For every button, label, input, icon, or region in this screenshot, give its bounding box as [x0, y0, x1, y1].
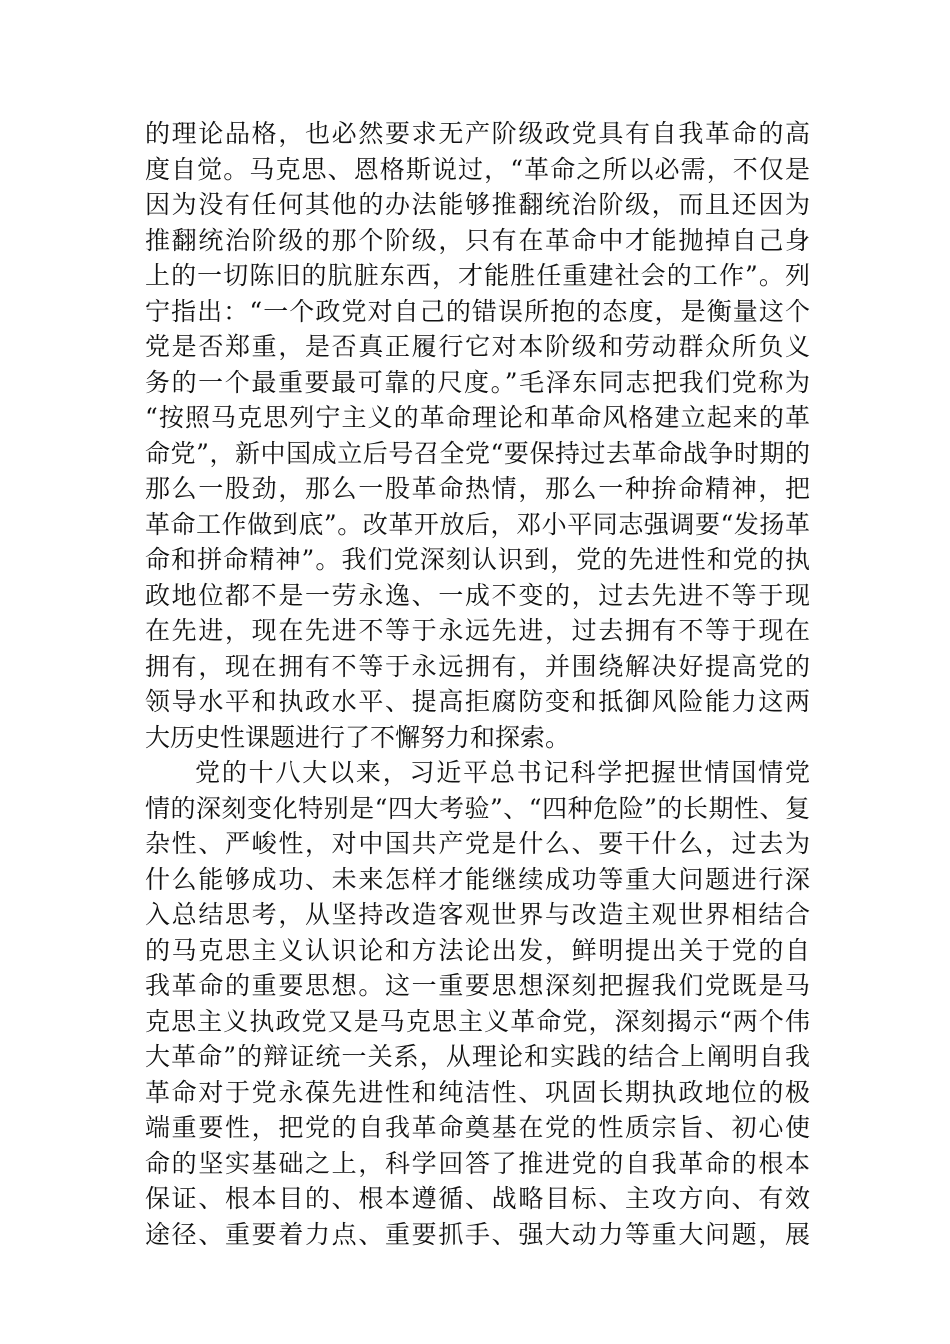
text-line: 保证、根本目的、根本遵循、战略目标、主攻方向、有效: [145, 1184, 810, 1213]
text-line: 的理论品格，也必然要求无产阶级政党具有自我革命的高: [145, 119, 810, 148]
text-line: “按照马克思列宁主义的革命理论和革命风格建立起来的革: [145, 403, 810, 432]
text-line: 情的深刻变化特别是“四大考验”、“四种危险”的长期性、复: [145, 793, 810, 823]
text-line: 的马克思主义认识论和方法论出发，鲜明提出关于党的自: [145, 935, 810, 965]
text-line: 途径、重要着力点、重要抓手、强大动力等重大问题，展: [145, 1219, 810, 1249]
text-line: 入总结思考，从坚持改造客观世界与改造主观世界相结合: [145, 900, 810, 929]
body-text: [145, 116, 810, 1252]
text-line: 大革命”的辩证统一关系，从理论和实践的结合上阐明自我: [145, 1042, 810, 1071]
text-line: 那么一股劲，那么一股革命热情，那么一种拚命精神，把: [145, 474, 810, 503]
text-line: 务的一个最重要最可靠的尺度。”毛泽东同志把我们党称为: [145, 367, 810, 397]
text-line: 革命工作做到底”。改革开放后，邓小平同志强调要“发扬革: [145, 509, 810, 539]
text-line: 党的十八大以来，习近平总书记科学把握世情国情党: [195, 758, 810, 787]
text-line: 命党”，新中国成立后号召全党“要保持过去革命战争时期的: [145, 438, 810, 468]
text-line: 宁指出：“一个政党对自己的错误所抱的态度，是衡量这个: [145, 296, 810, 326]
text-line: 杂性、严峻性，对中国共产党是什么、要干什么，过去为: [145, 829, 810, 858]
text-line: 命的坚实基础之上，科学回答了推进党的自我革命的根本: [145, 1148, 810, 1178]
text-line: 克思主义执政党又是马克思主义革命党，深刻揭示“两个伟: [145, 1006, 810, 1036]
text-line: 上的一切陈旧的肮脏东西，才能胜任重建社会的工作”。列: [145, 261, 810, 290]
text-line: 政地位都不是一劳永逸、一成不变的，过去先进不等于现: [145, 580, 810, 610]
text-line: 革命对于党永葆先进性和纯洁性、巩固长期执政地位的极: [145, 1077, 810, 1107]
paragraph-1: [145, 116, 810, 755]
text-line: 命和拼命精神”。我们党深刻认识到，党的先进性和党的执: [145, 545, 810, 574]
text-line: 大历史性课题进行了不懈努力和探索。: [145, 722, 571, 752]
text-line: 因为没有任何其他的办法能够推翻统治阶级，而且还因为: [145, 190, 810, 219]
text-line: 我革命的重要思想。这一重要思想深刻把握我们党既是马: [145, 971, 810, 1000]
text-line: 度自觉。马克思、恩格斯说过，“革命之所以必需，不仅是: [145, 154, 810, 184]
text-line: 拥有，现在拥有不等于永远拥有，并围绕解决好提高党的: [145, 651, 810, 681]
text-line: 党是否郑重，是否真正履行它对本阶级和劳动群众所负义: [145, 332, 810, 361]
text-line: 在先进，现在先进不等于永远先进，过去拥有不等于现在: [145, 616, 810, 645]
text-line: 端重要性，把党的自我革命奠基在党的性质宗旨、初心使: [145, 1113, 810, 1142]
text-line: 领导水平和执政水平、提高拒腐防变和抵御风险能力这两: [145, 687, 810, 716]
paragraph-2: [145, 755, 810, 1252]
text-line: 推翻统治阶级的那个阶级，只有在革命中才能抛掉自己身: [145, 225, 810, 255]
text-line: 什么能够成功、未来怎样才能继续成功等重大问题进行深: [145, 864, 810, 894]
